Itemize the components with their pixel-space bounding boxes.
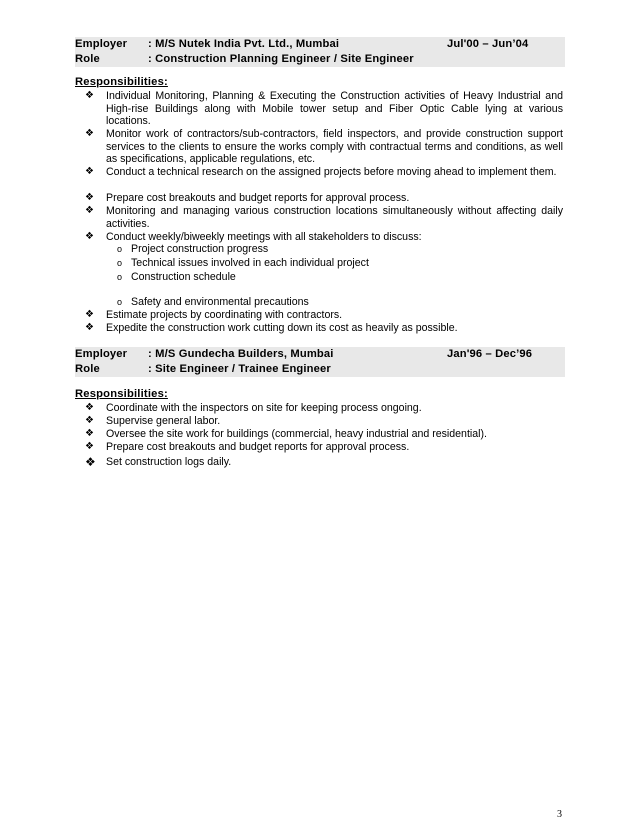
job-header-2 <box>75 347 565 377</box>
diamond-bullet-icon: ❖ <box>85 455 96 469</box>
diamond-bullet-icon: ❖ <box>85 322 94 333</box>
list-item-text: Set construction logs daily. <box>106 456 232 468</box>
list-item-text: Estimate projects by coordinating with contractors. <box>106 309 343 321</box>
list-item-text: Monitoring and managing various construction locations simultaneously without affecting daily activities. <box>106 205 563 230</box>
job-header-1 <box>75 37 565 67</box>
role-row <box>75 52 565 67</box>
role-label: Role <box>75 363 100 375</box>
list-item-text: Coordinate with the inspectors on site for keeping process ongoing. <box>106 402 422 414</box>
circle-bullet-icon: o <box>117 297 123 307</box>
circle-bullet-icon: o <box>117 258 123 268</box>
diamond-bullet-icon: ❖ <box>85 402 94 413</box>
circle-bullet-icon: o <box>117 272 123 282</box>
diamond-bullet-icon: ❖ <box>85 415 94 426</box>
diamond-bullet-icon: ❖ <box>85 309 94 320</box>
employer-row <box>75 37 565 52</box>
role-row <box>75 362 565 377</box>
role-value: : Construction Planning Engineer / Site Engineer <box>148 53 414 65</box>
list-item-text: Prepare cost breakouts and budget reports for approval process. <box>106 441 410 453</box>
diamond-bullet-icon: ❖ <box>85 428 94 439</box>
diamond-bullet-icon: ❖ <box>85 128 94 139</box>
responsibilities-heading: Responsibilities: <box>75 388 168 400</box>
employer-row <box>75 347 565 362</box>
sub-list-item-text: Technical issues involved in each individual project <box>131 257 369 269</box>
employer-value: : M/S Gundecha Builders, Mumbai <box>148 348 334 360</box>
role-value: : Site Engineer / Trainee Engineer <box>148 363 331 375</box>
diamond-bullet-icon: ❖ <box>85 205 94 216</box>
list-item-text: Individual Monitoring, Planning & Executing the Construction activities of Heavy Industrial and High-rise Buildings along with Mobile tower setup and Fiber Optic Cable lying at various locations. <box>106 90 563 128</box>
employer-label: Employer <box>75 348 128 360</box>
diamond-bullet-icon: ❖ <box>85 192 94 203</box>
list-item-text: Supervise general labor. <box>106 415 221 427</box>
sub-list-item-text: Safety and environmental precautions <box>131 296 309 308</box>
sub-list-item-text: Project construction progress <box>131 243 269 255</box>
diamond-bullet-icon: ❖ <box>85 231 94 242</box>
employer-label: Employer <box>75 38 128 50</box>
list-item-text: Expedite the construction work cutting down its cost as heavily as possible. <box>106 322 458 334</box>
circle-bullet-icon: o <box>117 244 123 254</box>
list-item-text: Prepare cost breakouts and budget reports for approval process. <box>106 192 410 204</box>
employment-dates: Jan'96 – Dec’96 <box>447 348 533 360</box>
list-item-text: Conduct weekly/biweekly meetings with all stakeholders to discuss: <box>106 231 422 243</box>
list-item-text: Conduct a technical research on the assigned projects before moving ahead to implement them. <box>106 166 557 178</box>
diamond-bullet-icon: ❖ <box>85 441 94 452</box>
responsibilities-heading: Responsibilities: <box>75 76 168 88</box>
role-label: Role <box>75 53 100 65</box>
sub-list-item-text: Construction schedule <box>131 271 236 283</box>
diamond-bullet-icon: ❖ <box>85 90 94 101</box>
page-number: 3 <box>557 809 562 820</box>
list-item-text: Monitor work of contractors/sub-contractors, field inspectors, and provide construction support services to the clients to ensure the works comply with contractual terms and conditions, as well as specifications, applicable regulations, etc. <box>106 128 563 166</box>
list-item-text: Oversee the site work for buildings (commercial, heavy industrial and residential). <box>106 428 487 440</box>
diamond-bullet-icon: ❖ <box>85 166 94 177</box>
employer-value: : M/S Nutek India Pvt. Ltd., Mumbai <box>148 38 340 50</box>
employment-dates: Jul'00 – Jun’04 <box>447 38 529 50</box>
